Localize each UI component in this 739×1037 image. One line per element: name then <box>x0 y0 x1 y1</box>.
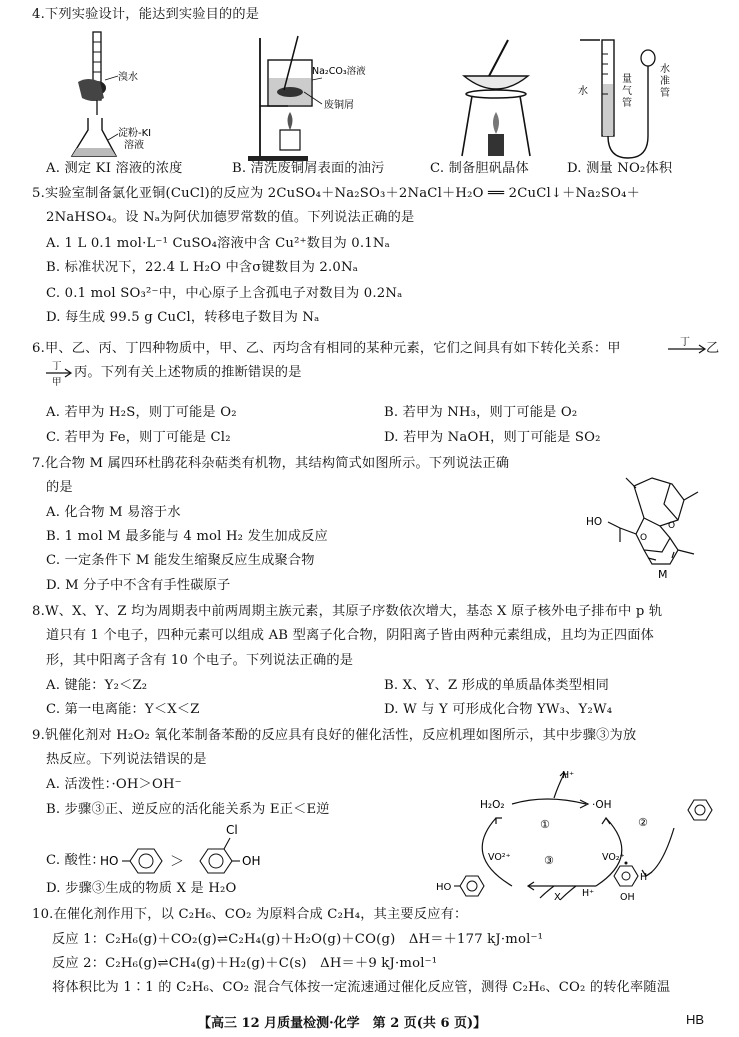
q8-option-c: C. 第一电离能：Y＜X＜Z <box>46 702 200 717</box>
svg-text:管: 管 <box>660 88 670 99</box>
q4-option-c: C. 制备胆矾晶体 <box>430 161 529 176</box>
q7-option-d: D. M 分子中不含有手性碳原子 <box>46 578 231 593</box>
q4-option-b: B. 清洗废铜屑表面的油污 <box>232 161 385 176</box>
q9-stem-line2: 热反应。下列说法错误的是 <box>46 752 207 767</box>
q5-option-d: D. 每生成 99.5 g CuCl，转移电子数目为 Nₐ <box>46 310 320 325</box>
q8-stem-line2: 道只有 1 个电子，四种元素可以组成 AB 型离子化合物，阴阳离子皆由两种元素组成，且均为正四面体 <box>46 628 655 643</box>
q9-cycle-vo2plus: VO₂⁺ <box>602 852 625 863</box>
q5-stem-line2: 2NaHSO₄。设 Nₐ为阿伏加德罗常数的值。下列说法正确的是 <box>46 210 415 225</box>
q9-cycle-oh-radical: ·OH <box>592 799 612 811</box>
q8-option-a: A. 键能：Y₂＜Z₂ <box>46 678 148 693</box>
q9-option-a: A. 活泼性：·OH＞OH⁻ <box>46 777 182 792</box>
q9c-greater-than: ＞ <box>170 854 184 870</box>
q4-figure-a-titration <box>60 30 170 165</box>
q7-label-ho: HO <box>586 516 603 528</box>
q9-cycle-h2o2: H₂O₂ <box>480 799 505 811</box>
q6-after-arrow1: 乙 <box>706 341 720 356</box>
q8-stem-line1: 8.W、X、Y、Z 均为周期表中前两周期主族元素，其原子序数依次增大，基态 X 原子核外电子排布中 p 轨 <box>32 604 663 619</box>
q9-cycle-h: H <box>640 872 648 883</box>
q7-stem-line1: 7.化合物 M 属四环杜鹃花科杂萜类有机物，其结构简式如图所示。下列说法正确 <box>32 456 510 471</box>
q8-stem-line3: 形，其中阳离子含有 10 个电子。下列说法正确的是 <box>46 653 354 668</box>
q4-option-a: A. 测定 KI 溶液的浓度 <box>46 161 183 176</box>
q10-stem-line1: 10.在催化剂作用下，以 C₂H₆、CO₂ 为原料合成 C₂H₄，其主要反应有： <box>32 907 468 922</box>
q9-cycle-ho: HO <box>436 882 452 893</box>
q9-cycle-hplus-top: H⁺ <box>562 770 575 781</box>
q6-arrow-2 <box>44 356 74 390</box>
q10-stem-line4: 将体积比为 1∶1 的 C₂H₆、CO₂ 混合气体按一定流速通过催化反应管，测得 C₂H₆、CO₂ 的转化率随温 <box>52 980 671 995</box>
svg-text:准: 准 <box>660 76 670 87</box>
q9-option-c: C. 酸性： <box>46 853 105 868</box>
q6-stem-line1: 6.甲、乙、丙、丁四种物质中，甲、乙、丙均含有相同的某种元素，它们之间具有如下转化关系：甲 <box>32 341 621 356</box>
q9-option-d: D. 步骤③生成的物质 X 是 H₂O <box>46 881 237 896</box>
q4-figure-d-gas-burette <box>572 34 687 164</box>
q6-option-b: B. 若甲为 NH₃，则丁可能是 O₂ <box>384 405 578 420</box>
q9-cycle-step1: ① <box>540 818 550 831</box>
q9-cycle-vo2: VO²⁺ <box>488 852 511 863</box>
q9-stem-line1: 9.钒催化剂对 H₂O₂ 氧化苯制备苯酚的反应具有良好的催化活性，反应机理如图所示，其中步骤③为放 <box>32 728 637 743</box>
q5-option-a: A. 1 L 0.1 mol·L⁻¹ CuSO₄溶液中含 Cu²⁺数目为 0.1Nₐ <box>46 236 390 251</box>
q6-stem-line2: 丙。下列有关上述物质的推断错误的是 <box>74 365 302 380</box>
q9c-label-ho: HO <box>100 854 119 868</box>
q4a-label-solution: 溶液 <box>124 140 144 151</box>
q4-figure-c-evaporate <box>452 38 542 163</box>
q7-option-b: B. 1 mol M 最多能与 4 mol H₂ 发生加成反应 <box>46 529 328 544</box>
footer-code: HB <box>686 1012 705 1027</box>
q10-reaction-1: 反应 1：C₂H₆(g)＋CO₂(g)⇌C₂H₄(g)＋H₂O(g)＋CO(g) ΔH＝＋177 kJ·mol⁻¹ <box>52 932 544 947</box>
q4b-label-copper-scraps: 废铜屑 <box>324 100 354 111</box>
q10-reaction-2: 反应 2：C₂H₆(g)⇌CH₄(g)＋H₂(g)＋C(s) ΔH＝＋9 kJ·mol⁻¹ <box>52 956 438 971</box>
q9-cycle-hplus-bottom: H⁺ <box>582 888 595 899</box>
q6-option-a: A. 若甲为 H₂S，则丁可能是 O₂ <box>46 405 237 420</box>
svg-text:管: 管 <box>622 98 632 109</box>
q6-arrow-1 <box>666 334 708 364</box>
q4-figure-b-wash <box>240 30 380 165</box>
q7-caption-m: M <box>658 568 668 581</box>
q6-arrow1-top-label: 丁 <box>680 337 690 348</box>
q8-option-d: D. W 与 Y 可形成化合物 YW₃、Y₂W₄ <box>384 702 613 717</box>
q8-option-b: B. X、Y、Z 形成的单质晶体类型相同 <box>384 678 609 693</box>
q4a-label-starch-ki: 淀粉-KI <box>118 128 152 139</box>
q6-arrow2-top-label: 丁 <box>52 361 62 372</box>
q5-option-b: B. 标准状况下，22.4 L H₂O 中含σ键数目为 2.0Nₐ <box>46 260 359 275</box>
svg-text:O: O <box>668 521 676 531</box>
q5-option-c: C. 0.1 mol SO₃²⁻中，中心原子上含孤电子对数目为 0.2Nₐ <box>46 286 403 301</box>
q4b-label-na2co3: Na₂CO₃溶液 <box>312 66 366 77</box>
q9-cycle-step2: ② <box>638 816 648 829</box>
svg-text:水: 水 <box>660 64 670 75</box>
q6-option-c: C. 若甲为 Fe，则丁可能是 Cl₂ <box>46 430 231 445</box>
q5-stem-line1: 5.实验室制备氯化亚铜(CuCl)的反应为 2CuSO₄＋Na₂SO₃＋2NaCl＋H₂O ══ 2CuCl↓＋Na₂SO₄＋ <box>32 186 640 201</box>
q9-cycle-step3: ③ <box>544 854 554 867</box>
svg-text:量: 量 <box>622 74 632 85</box>
footer-center-text: 【高三 12 月质量检测·化学 第 2 页(共 6 页)】 <box>198 1016 487 1031</box>
q4a-label-bromine-water: 溴水 <box>118 72 138 83</box>
q9-cycle-x: X <box>554 892 561 902</box>
q7-stem-line2: 的是 <box>46 480 73 495</box>
q4-option-d: D. 测量 NO₂体积 <box>567 161 673 176</box>
q9-mechanism-cycle <box>436 768 726 902</box>
q4-stem: 4.下列实验设计，能达到实验目的的是 <box>32 7 260 22</box>
q9c-label-cl: Cl <box>226 823 238 837</box>
q9-option-c-structures <box>100 818 280 880</box>
q9-option-b: B. 步骤③正、逆反应的活化能关系为 E正＜E逆 <box>46 802 330 817</box>
q4d-label-water: 水 <box>578 86 588 97</box>
q7-option-a: A. 化合物 M 易溶于水 <box>46 505 181 520</box>
q6-arrow2-bottom-label: 甲 <box>52 377 62 388</box>
q7-structure-m <box>586 468 716 583</box>
q9-cycle-oh: OH <box>620 892 635 902</box>
svg-text:O: O <box>640 533 648 543</box>
q9c-label-oh: OH <box>242 854 261 868</box>
q6-option-d: D. 若甲为 NaOH，则丁可能是 SO₂ <box>384 430 601 445</box>
q7-option-c: C. 一定条件下 M 能发生缩聚反应生成聚合物 <box>46 553 315 568</box>
svg-text:气: 气 <box>622 86 632 97</box>
